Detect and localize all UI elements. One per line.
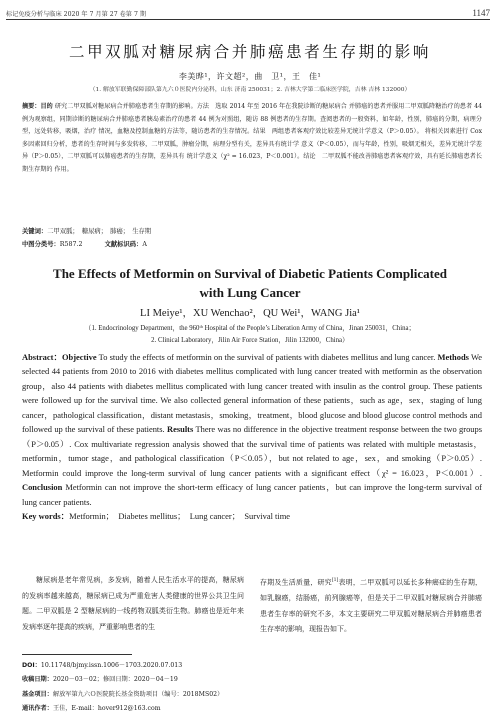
chinese-title: 二甲双胍对糖尿病合并肺癌患者生存期的影响	[68, 43, 431, 61]
english-title	[0, 264, 500, 302]
chinese-abstract-line: 情况，血糖及控制血糖的方法等，随访患者的生存情况。结果 两组患者客观疗效比较差异无统计学意义（P＞0.05）。	[98, 128, 423, 136]
chinese-affiliation: （1. 解放军联勤保障部队第九六０医院内分泌科，山东 济南 250031；2. 吉林大学第二临床医学院，吉林 吉林 132000）	[89, 87, 411, 93]
chinese-authors: 李美晔¹，许文超²，曲 卫¹，王 佳¹	[178, 72, 322, 81]
corresponding-text: 王佳，E-mail：hover912@163.com	[52, 705, 161, 713]
english-affiliation-line: 2. Clinical Laboratory，Jilin Air Force Station，Jilin 132000，China）	[151, 337, 349, 344]
body-right-text-cont: 表明，二甲双胍可以延长多种癌症的生存期，如乳腺癌，结肠癌，前列腺癌等，但是关于二甲双胍对糖尿病合并肺癌患者生存率的研究不多，本文主要研究二甲双胍对糖尿病合并肺癌患者生存率的影响，现报告如下。	[260, 578, 483, 634]
chinese-abstract-label: 摘要：目的	[22, 103, 53, 110]
doi-label: DOI：	[22, 662, 41, 669]
chinese-abstract-line: 将相关因素进行 Cox 多因素回归分析，患者的生存时间与多发转移，二甲双胍，肿瘤分期，病理分型有关，差异具有统计学	[22, 128, 483, 148]
results-label: Results	[167, 424, 194, 435]
classification-line	[22, 239, 147, 248]
header-rule	[6, 19, 490, 20]
chinese-abstract-line: 例为对照组，随访 88 例患者的生存期。查阅患者的一般资料，如年龄，性别，肺癌的分期，病理分型，远处转移，吸烟，治疗	[22, 115, 482, 136]
footnotes	[22, 659, 223, 717]
doi-text: 10.11748/bjmy.issn.1006－1703.2020.07.013	[40, 662, 183, 669]
journal-info: 标记免疫分析与临床 2020 年 7 月第 27 卷第 7 期	[6, 10, 147, 18]
footnote-rule	[22, 654, 132, 655]
page-number: 1147	[472, 8, 490, 18]
chinese-abstract-line: 统计学意义（χ² = 16.023，P＜0.001）。结论 二甲双胍不能改善肺癌患者客观疗效，具有延长肺癌患者长期生存期的	[22, 153, 483, 173]
methods-text: We selected 44 patients from 2010 to 2016 with diabetes mellitus complicated with lung cancer treated with metformin as the observation group，also 44 patients with diabetes mellitus complicated with lung cancer treated with insulin as the control group. These patients were followed up for the survival time. We also collected general information of these patients，such as age，sex，staging of lung cancer，pathological classification，distant metastasis，smoking，treatment，blood glucose and blood glucose control methods and followed up the survival of these patients.	[22, 352, 482, 435]
results-text: There was no difference in the objective treatment response between the two groups（P＞0.05）. Cox multivariate regression analysis showed that the survival time of patients was related with multiple metastasis，metformin，tumor stage，and pathological classification（P＜0.05），but not related to age，sex，and smoking（P＞0.05）. Metformin could improve the long-term survival of lung cancer patients with a significant effect（χ² = 16.023，P＜0.001）.	[22, 424, 483, 478]
chinese-abstract	[22, 101, 482, 177]
chinese-abstract-line: 并肺癌的患者并服用二甲双胍降糖治疗的患者 44 例为观察组，同期诊断的糖尿病合并肺癌患者胰岛素治疗的患者 44	[22, 103, 482, 123]
english-affiliation	[0, 323, 500, 347]
chinese-keywords-label: 关键词：	[22, 228, 48, 235]
english-keywords-text: Metformin； Diabetes mellitus； Lung cancer； Survival time	[69, 510, 291, 521]
doc-code: A	[142, 241, 147, 248]
english-abstract	[22, 350, 482, 523]
english-affiliation-line: （1. Endocrinology Department，the 960ᵗʰ Hospital of the People’s Liberation Army of China，Jinan 250031，China；	[84, 325, 416, 332]
objective-text: To study the effects of metformin on the survival of patients with diabetes mellitus and lung cancer.	[96, 352, 438, 362]
methods-label: Methods	[437, 352, 469, 362]
fund-text: 解放军第九六Ｏ医院院长基金资助项目（编号：2018MS02）	[52, 690, 224, 698]
chinese-keywords-text: 二甲双胍； 糖尿病； 肺癌； 生存期	[47, 228, 152, 235]
fund-label: 基金项目：	[22, 690, 53, 698]
english-keywords-label: Key words：	[22, 510, 70, 521]
english-authors: LI Meiye¹，XU Wenchao²，QU Wei¹，WANG Jia¹	[140, 308, 360, 319]
chinese-abstract-line: 研究二甲双胍对糖尿病合并肺癌患者生存期的影响。方法 选取 2014 年至 2016 年在我院诊断的糖尿病合	[54, 103, 347, 110]
objective-label: Objective	[61, 352, 97, 362]
chinese-abstract-line: 作用。	[54, 165, 73, 173]
chinese-abstract-line: 意义（P＜0.05），而与年龄，性别，吸烟无相关，差异无统计学差异（P＞0.05），二甲双胍可以肺癌患者的生存期，差异具有	[22, 140, 483, 161]
body-left-column: 糖尿病是老年常见病，多发病，随着人民生活水平的提高，糖尿病的发病率越来越高，糖尿病已成为严重危害人类健康的世界公共卫生问题。二甲双胍是 2 型糖尿病的一线药物双胍类衍生物。肺癌也是近年来发病率逐年提高的疾病，严重影响患者的生	[22, 576, 244, 631]
doc-code-label: 文献标识码：	[104, 241, 143, 248]
english-title-line: The Effects of Metformin on Survival of Diabetic Patients Complicated	[53, 266, 447, 281]
dates-text: 2020－03－02；修回日期：2020－04－19	[52, 676, 178, 684]
corresponding-label: 通讯作者：	[22, 705, 53, 713]
abstract-label: Abstract：	[22, 352, 62, 362]
body-right-text: 存期及生活质量，研究	[260, 578, 332, 587]
body-right-column	[260, 573, 482, 638]
chinese-keywords	[22, 226, 151, 235]
clc-label: 中图分类号：	[22, 241, 60, 248]
running-header	[6, 7, 490, 19]
conclusion-text: Metformin can not improve the short-term efficacy of lung cancer patients，but can improve the long-term survival of lung cancer patients.	[22, 482, 482, 507]
dates-label: 收稿日期：	[22, 676, 53, 684]
citation-ref: [1]	[331, 578, 339, 583]
clc-number: R587.2	[59, 241, 83, 248]
english-keywords	[22, 509, 482, 523]
english-title-line: with Lung Cancer	[199, 285, 301, 300]
conclusion-label: Conclusion	[22, 482, 63, 493]
